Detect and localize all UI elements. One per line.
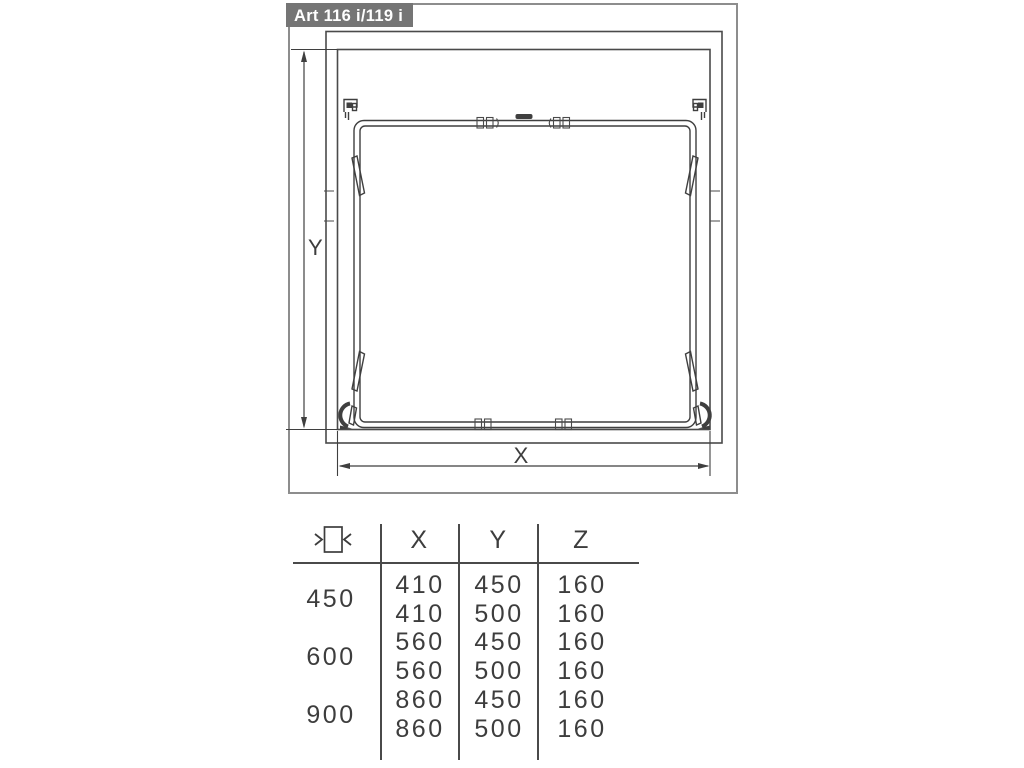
- value-y: 500: [474, 715, 524, 743]
- cabinet-outer-wall: [326, 32, 722, 444]
- cabinet-width-600: 600: [306, 643, 356, 671]
- table-row: [293, 571, 639, 600]
- drawing-border: [289, 4, 737, 493]
- value-y: 500: [474, 600, 524, 628]
- value-z: 160: [557, 600, 607, 628]
- value-z: 160: [557, 628, 607, 656]
- cabinet-width-icon: [314, 526, 352, 553]
- table-row: [293, 715, 639, 744]
- table-row: [293, 686, 639, 715]
- value-x: 560: [395, 657, 445, 685]
- value-y: 450: [474, 686, 524, 714]
- dim-x-label: X: [513, 443, 529, 468]
- table-row: [293, 657, 639, 686]
- value-x: 860: [395, 715, 445, 743]
- table-header-divider: [293, 562, 639, 564]
- value-z: 160: [557, 715, 607, 743]
- page-title: Art 116 i/119 i: [294, 7, 404, 25]
- value-x: 410: [395, 571, 445, 599]
- table-row: [293, 600, 639, 629]
- value-x: 410: [395, 600, 445, 628]
- table-row: [293, 628, 639, 657]
- mount-bracket-top-left: [344, 100, 357, 121]
- value-y: 450: [474, 628, 524, 656]
- pullout-frame-inner: [360, 126, 690, 422]
- value-z: 160: [557, 686, 607, 714]
- cabinet-width-450: 450: [306, 585, 356, 613]
- col-header-z: Z: [573, 526, 591, 554]
- runner-marks: [324, 191, 720, 221]
- cabinet-width-900: 900: [306, 701, 356, 729]
- value-y: 450: [474, 571, 524, 599]
- dim-y-label: Y: [308, 235, 323, 260]
- value-y: 500: [474, 657, 524, 685]
- value-x: 860: [395, 686, 445, 714]
- dimension-table: [293, 520, 639, 762]
- col-header-x: X: [410, 526, 430, 554]
- mount-bracket-top-right: [693, 100, 706, 121]
- cabinet-inner-wall: [338, 50, 711, 430]
- value-z: 160: [557, 657, 607, 685]
- value-x: 560: [395, 628, 445, 656]
- col-header-y: Y: [489, 526, 509, 554]
- value-z: 160: [557, 571, 607, 599]
- pullout-frame-outer: [354, 121, 696, 428]
- rail-center-stop: [516, 114, 533, 119]
